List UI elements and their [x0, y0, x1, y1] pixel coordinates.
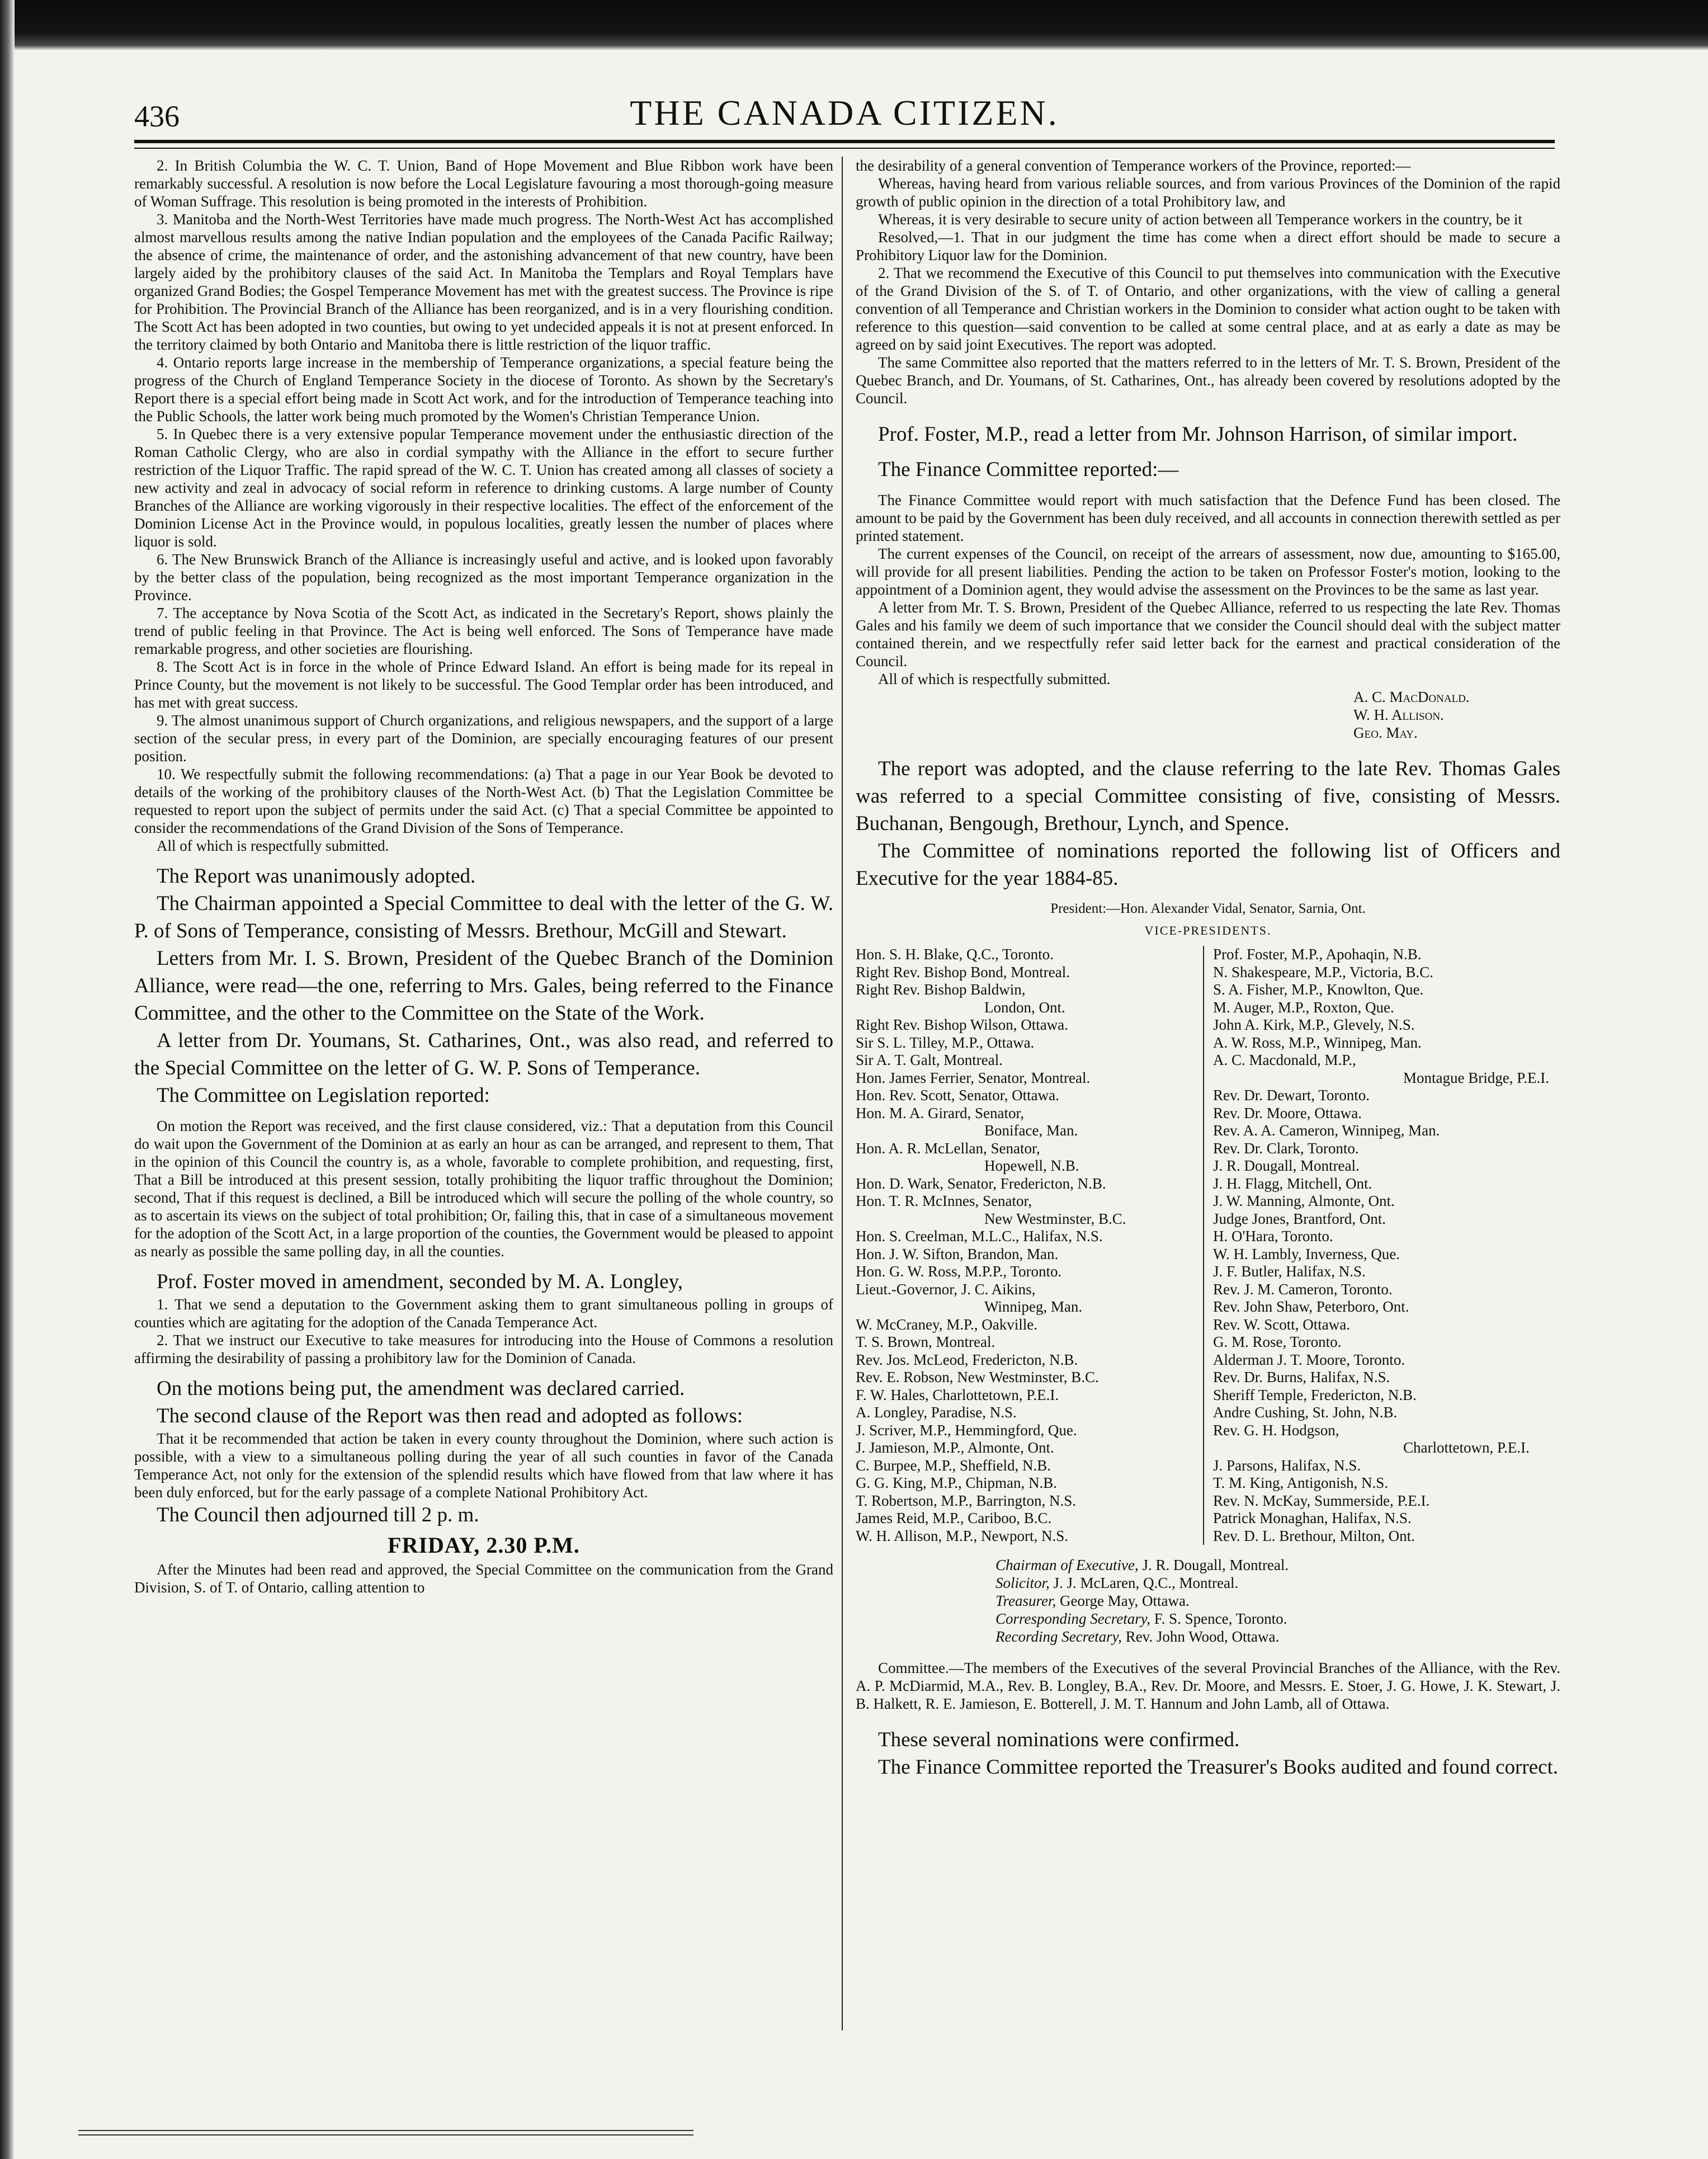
amendment-paragraph: Prof. Foster moved in amendment, seconded by M. A. Longley, — [157, 1270, 683, 1293]
vice-president-entry: A. Longley, Paradise, N.S. — [856, 1404, 1017, 1421]
officer-role: Solicitor, — [995, 1575, 1054, 1591]
vice-president-entry: W. H. Lambly, Inverness, Que. — [1213, 1245, 1400, 1262]
officer-entry — [995, 1592, 1560, 1610]
vice-president-entry: W. H. Allison, M.P., Newport, N.S. — [856, 1527, 1069, 1544]
vice-president-entry: J. F. Butler, Halifax, N.S. — [1213, 1263, 1366, 1280]
youmans-paragraph: A letter from Dr. Youmans, St. Catharines, Ont., was also read, and referred to the Special Committee on the letter of G. W. P. Sons of Temperance. — [134, 1029, 833, 1080]
friday-heading: FRIDAY, 2.30 P.M. — [388, 1533, 580, 1558]
vice-president-entry: Rev. D. L. Brethour, Milton, Ont. — [1213, 1527, 1415, 1544]
signature-allison: W. H. Allison. — [1353, 706, 1444, 723]
vice-president-entry: S. A. Fisher, M.P., Knowlton, Que. — [1213, 981, 1424, 998]
report-item-2: 2. In British Columbia the W. C. T. Union, Band of Hope Movement and Blue Ribbon work have been remarkably successful. A resolution is now before the Local Legislature favouring a most thorough-going measure of Woman Suffrage. This resolution is being promoted in the interests of Prohibition. — [134, 157, 833, 210]
signature-macdonald: A. C. MacDonald. — [1353, 689, 1470, 705]
vice-president-entry: Rev. J. M. Cameron, Toronto. — [1213, 1280, 1393, 1298]
vice-president-entry: J. Parsons, Halifax, N.S. — [1213, 1456, 1361, 1474]
scan-bottom-rules — [78, 2130, 693, 2136]
vice-president-entry: Rev. Dr. Burns, Halifax, N.S. — [1213, 1369, 1390, 1385]
vice-president-entry: Hon. T. R. McInnes, Senator, — [856, 1192, 1032, 1209]
amendment-item-2: 2. That we instruct our Executive to take measures for introducing into the House of Commons a resolution affirming the desirability of passing a prohibitory law for the Dominion of Canada. — [134, 1332, 833, 1366]
vice-president-entry: T. S. Brown, Montreal. — [856, 1333, 995, 1350]
vice-presidents-left — [856, 946, 1203, 1545]
vice-presidents-heading: VICE-PRESIDENTS. — [1144, 923, 1272, 937]
officer-name: George May, Ottawa. — [1060, 1592, 1190, 1609]
amendment-item-1: 1. That we send a deputation to the Government asking them to grant simultaneous polling in groups of counties which are agitating for the adoption of the Canada Temperance Act. — [134, 1296, 833, 1331]
adjourned-paragraph: The Council then adjourned till 2 p. m. — [157, 1503, 479, 1526]
vice-president-entry: T. M. King, Antigonish, N.S. — [1213, 1474, 1389, 1491]
committee-paragraph: Committee.—The members of the Executives of the several Provincial Branches of the Alliance, with the Rev. A. P. McDiarmid, M.A., Rev. B. Longley, B.A., Rev. Dr. Moore, and Messrs. E. Stoer, J. G. Howe, J. K. Stewart, J. B. Halkett, R. E. Jamieson, E. Botterell, J. M. T. Hannum and John Lamb, all of Ottawa. — [856, 1660, 1560, 1712]
report-adopted-gales: The report was adopted, and the clause referring to the late Rev. Thomas Gales was referred to a special Committee consisting of five, consisting of Messrs. Buchanan, Bengough, Brethour, Lynch, and Spence. — [856, 757, 1560, 835]
officer-role: Treasurer, — [995, 1592, 1060, 1609]
audited-paragraph: The Finance Committee reported the Treasurer's Books audited and found correct. — [878, 1756, 1559, 1779]
officer-role: Recording Secretary, — [995, 1628, 1126, 1645]
vice-president-entry: Hon. James Ferrier, Senator, Montreal. — [856, 1069, 1091, 1086]
vice-president-entry: J. Scriver, M.P., Hemmingford, Que. — [856, 1421, 1077, 1439]
vice-president-entry: Hon. D. Wark, Senator, Fredericton, N.B. — [856, 1175, 1106, 1192]
vice-president-entry: Hon. S. H. Blake, Q.C., Toronto. — [856, 946, 1054, 963]
whereas-1: Whereas, having heard from various reliable sources, and from various Provinces of the Dominion of the rapid growth of public opinion in the direction of a total Prohibitory law, and — [856, 175, 1560, 210]
letters-paragraph: Letters from Mr. I. S. Brown, President of the Quebec Branch of the Dominion Alliance, were read—the one, referring to Mrs. Gales, being referred to the Finance Committee, and the other to the Committee on the State of the Work. — [134, 947, 833, 1025]
resolved-2: 2. That we recommend the Executive of this Council to put themselves into communication with the Executive of the Grand Division of the S. of T. of Ontario, and other organizations, with the view of calling a general convention of all Temperance and Christian workers in the Dominion to consider what action ought to be taken with reference to this question—said convention to be called at some central place, and at as early a date as may be agreed on by said joint Executives. The report was adopted. — [856, 265, 1560, 353]
column-divider — [842, 157, 843, 2030]
report-adopted: The Report was unanimously adopted. — [157, 865, 476, 888]
vice-president-entry: Rev. Dr. Moore, Ottawa. — [1213, 1104, 1362, 1121]
vice-president-entry: New Westminster, B.C. — [984, 1210, 1126, 1227]
vice-president-entry: Judge Jones, Brantford, Ont. — [1213, 1210, 1386, 1227]
vice-president-entry: J. R. Dougall, Montreal. — [1213, 1157, 1360, 1174]
report-item-3: 3. Manitoba and the North-West Territories have made much progress. The North-West Act has accomplished almost marvellous results among the native Indian population and the employees of the Canada Pacific Railway; the absence of crime, the maintenance of order, and the astonishing advancement of that new country, have been largely aided by the prohibitory clauses of the said Act. In Manitoba the Templars and Royal Templars have organized Grand Bodies; the Gospel Temperance Movement has met with the greatest success. The Province is ripe for Prohibition. The Provincial Branch of the Alliance has been reorganized, and is in a very flourishing condition. The Scott Act has been adopted in two counties, but owing to yet undecided appeals it is not at present enforced. In the territory claimed by both Ontario and Manitoba there is little restriction of the liquor traffic. — [134, 211, 833, 353]
vice-president-entry: G. M. Rose, Toronto. — [1213, 1333, 1342, 1350]
vice-president-entry: H. O'Hara, Toronto. — [1213, 1228, 1333, 1245]
confirmed-paragraph: These several nominations were confirmed. — [878, 1728, 1240, 1751]
report-item-4: 4. Ontario reports large increase in the membership of Temperance organizations, a special feature being the progress of the Church of England Temperance Society in the diocese of Toronto. As shown by the Secretary's Report there is a special effort being made in Scott Act work, and for the introduction of Temperance teaching into the Public Schools, the latter work being much promoted by the Women's Christian Temperance Union. — [134, 354, 833, 425]
vice-president-entry: Rev. John Shaw, Peterboro, Ont. — [1213, 1298, 1409, 1315]
vice-president-entry: Right Rev. Bishop Wilson, Ottawa. — [856, 1016, 1068, 1033]
vice-president-entry: M. Auger, M.P., Roxton, Que. — [1213, 998, 1394, 1016]
officer-role: Corresponding Secretary, — [995, 1610, 1154, 1627]
vice-president-entry: Rev. E. Robson, New Westminster, B.C. — [856, 1369, 1099, 1385]
motion-paragraph: On motion the Report was received, and the first clause considered, viz.: That a deputation from this Council do wait upon the Government of the Dominion at as early an hour as can be arranged, and represent to them, That in the opinion of this Council the country is, as a whole, favorable to complete prohibition, and requesting, first, That a Bill be introduced at this present session, totally prohibiting the liquor traffic throughout the Dominion; second, That if this request is declined, a Bill be introduced which will secure the polling of the whole country, so as to ascertain its views on the subject of total prohibition; Or, failing this, that in case of a simultaneous movement for the adoption of the Scott Act, in a large proportion of the counties, the Government would be pleased to appoint as nearly as possible the same polling day, in all the counties. — [134, 1118, 833, 1260]
vice-president-entry: Hon. J. W. Sifton, Brandon, Man. — [856, 1245, 1059, 1262]
officers-list — [856, 1556, 1560, 1646]
vice-president-entry: Rev. Dr. Clark, Toronto. — [1213, 1139, 1359, 1157]
vice-president-entry: Sheriff Temple, Fredericton, N.B. — [1213, 1386, 1417, 1403]
finance-submitted: All of which is respectfully submitted. — [878, 671, 1111, 687]
president-line: President:—Hon. Alexander Vidal, Senator, Sarnia, Ont. — [1050, 901, 1366, 916]
vice-president-entry: James Reid, M.P., Cariboo, B.C. — [856, 1510, 1052, 1526]
vice-president-entry: Sir A. T. Galt, Montreal. — [856, 1052, 1003, 1068]
scan-top-band — [0, 0, 1708, 50]
scan-left-edge — [0, 0, 15, 2159]
finance-item-3: A letter from Mr. T. S. Brown, President of the Quebec Alliance, referred to us respecting the late Rev. Thomas Gales and his family we deem of such importance that we consider the Council should deal with the subject matter contained therein, and we respectfully refer said letter back for the earnest and practical consideration of the Council. — [856, 599, 1560, 670]
vice-president-entry: N. Shakespeare, M.P., Victoria, B.C. — [1213, 963, 1433, 980]
carried-paragraph: On the motions being put, the amendment was declared carried. — [157, 1377, 685, 1400]
vice-president-entry: J. H. Flagg, Mitchell, Ont. — [1213, 1175, 1372, 1192]
vice-president-entry: Alderman J. T. Moore, Toronto. — [1213, 1351, 1405, 1368]
vice-president-entry: Right Rev. Bishop Baldwin, — [856, 981, 1026, 998]
vice-president-entry: Sir S. L. Tilley, M.P., Ottawa. — [856, 1034, 1035, 1051]
vice-president-entry: London, Ont. — [984, 998, 1065, 1016]
after-minutes-paragraph: After the Minutes had been read and approved, the Special Committee on the communication from the Grand Division, S. of T. of Ontario, calling attention to — [134, 1561, 833, 1596]
vice-president-entry: Boniface, Man. — [984, 1122, 1078, 1139]
whereas-2: Whereas, it is very desirable to secure unity of action between all Temperance workers in the country, be it — [878, 211, 1522, 228]
vice-president-entry: T. Robertson, M.P., Barrington, N.S. — [856, 1492, 1077, 1509]
vice-president-entry: J. Jamieson, M.P., Almonte, Ont. — [856, 1439, 1054, 1456]
signature-may: Geo. May. — [1353, 724, 1418, 741]
legislation-heading: The Committee on Legislation reported: — [157, 1084, 490, 1107]
vice-president-entry: Prof. Foster, M.P., Apohaqin, N.B. — [1213, 946, 1422, 963]
vice-president-entry: Winnipeg, Man. — [984, 1298, 1083, 1315]
officer-entry — [995, 1556, 1560, 1574]
vice-president-entry: C. Burpee, M.P., Sheffield, N.B. — [856, 1456, 1051, 1474]
report-item-9: 9. The almost unanimous support of Church organizations, and religious newspapers, and the support of a large section of the secular press, in every part of the Dominion, are specially encouraging features of our present position. — [134, 712, 833, 765]
vice-president-entry: Hopewell, N.B. — [984, 1157, 1079, 1174]
vice-president-entry: Hon. A. R. McLellan, Senator, — [856, 1139, 1040, 1157]
vice-president-entry: Rev. A. A. Cameron, Winnipeg, Man. — [1213, 1122, 1440, 1139]
nominations-paragraph: The Committee of nominations reported the following list of Officers and Executive for the year 1884-85. — [856, 840, 1560, 890]
foster-letter-paragraph: Prof. Foster, M.P., read a letter from Mr. Johnson Harrison, of similar import. — [878, 423, 1518, 446]
officer-name: Rev. John Wood, Ottawa. — [1125, 1628, 1280, 1645]
vice-president-entry: A. C. Macdonald, M.P., — [1213, 1052, 1356, 1068]
vice-president-entry: Hon. Rev. Scott, Senator, Ottawa. — [856, 1087, 1059, 1104]
vice-president-entry: Patrick Monaghan, Halifax, N.S. — [1213, 1510, 1412, 1526]
vice-president-entry: Right Rev. Bishop Bond, Montreal. — [856, 963, 1070, 980]
report-item-6: 6. The New Brunswick Branch of the Alliance is increasingly useful and active, and is looked upon favorably by the better class of the population, being recognized as the most important Temperance organization in the Province. — [134, 551, 833, 604]
header-rule-thin — [134, 148, 1555, 149]
officer-name: F. S. Spence, Toronto. — [1154, 1610, 1287, 1627]
officer-entry — [995, 1574, 1560, 1592]
right-column — [856, 157, 1560, 1781]
submitted-line: All of which is respectfully submitted. — [157, 837, 389, 854]
left-column — [134, 157, 833, 1596]
clause-paragraph: That it be recommended that action be taken in every county throughout the Dominion, where such action is possible, with a view to a simultaneous polling during the year of all such counties in favor of the Canada Temperance Act, not only for the extension of the splendid results which have flowed from that law where it has been duly enforced, but for the early passage of a complete National Prohibitory Act. — [134, 1430, 833, 1501]
vice-president-entry: W. McCraney, M.P., Oakville. — [856, 1316, 1037, 1333]
report-item-10: 10. We respectfully submit the following recommendations: (a) That a page in our Year Book be devoted to details of the working of the prohibitory clauses of the North-West Act. (b) That the Legislation Committee be requested to report upon the subject of permits under the said Act. (c) That a special Committee be appointed to consider the recommendations of the Grand Division of the Sons of Temperance. — [134, 766, 833, 836]
vice-president-entry: F. W. Hales, Charlottetown, P.E.I. — [856, 1386, 1059, 1403]
finance-heading: The Finance Committee reported:— — [878, 458, 1179, 481]
vice-president-entry: Andre Cushing, St. John, N.B. — [1213, 1404, 1398, 1421]
header-rule-thick — [134, 140, 1555, 143]
vice-presidents-list — [856, 946, 1560, 1545]
finance-item-1: The Finance Committee would report with much satisfaction that the Defence Fund has been closed. The amount to be paid by the Government has been duly received, and all accounts in connection therewith settled as per printed statement. — [856, 492, 1560, 544]
page-number: 436 — [134, 100, 180, 133]
vice-president-entry: Hon. G. W. Ross, M.P.P., Toronto. — [856, 1263, 1062, 1280]
officer-name: J. J. McLaren, Q.C., Montreal. — [1053, 1575, 1239, 1591]
same-committee-paragraph: The same Committee also reported that the matters referred to in the letters of Mr. T. S. Brown, President of the Quebec Branch, and Dr. Youmans, of St. Catharines, Ont., has already been covered by resolutions adopted by the Council. — [856, 354, 1560, 407]
report-item-5: 5. In Quebec there is a very extensive popular Temperance movement under the enthusiastic direction of the Roman Catholic Clergy, who are also in cordial sympathy with the Alliance in the effort to secure further restriction of the Liquor Traffic. The rapid spread of the W. C. T. Union has created among all classes of society a new activity and zeal in advocacy of social reform in reference to drinking customs. A large number of County Branches of the Alliance are working vigorously in their respective localities. The effect of the enforcement of the Dominion License Act in the Province would, in populous localities, greatly lessen the number of places where liquor is sold. — [134, 426, 833, 550]
vice-president-entry: Rev. G. H. Hodgson, — [1213, 1421, 1339, 1439]
vice-president-entry: Rev. W. Scott, Ottawa. — [1213, 1316, 1350, 1333]
finance-item-2: The current expenses of the Council, on receipt of the arrears of assessment, now due, amounting to $165.00, will provide for all present liabilities. Pending the action to be taken on Professor Foster's motion, looking to the appointment of a Dominion agent, they would advise the assessment on the Provinces to be the same as last year. — [856, 545, 1560, 598]
vice-president-entry: G. G. King, M.P., Chipman, N.B. — [856, 1474, 1058, 1491]
chairman-paragraph: The Chairman appointed a Special Committee to deal with the letter of the G. W. P. of Sons of Temperance, consisting of Messrs. Brethour, McGill and Stewart. — [134, 892, 833, 942]
vice-president-entry: Hon. S. Creelman, M.L.C., Halifax, N.S. — [856, 1228, 1103, 1245]
vice-president-entry: A. W. Ross, M.P., Winnipeg, Man. — [1213, 1034, 1422, 1051]
page-header — [134, 92, 1555, 143]
vice-president-entry: Hon. M. A. Girard, Senator, — [856, 1104, 1025, 1121]
officer-role: Chairman of Executive, — [995, 1557, 1143, 1573]
report-item-7: 7. The acceptance by Nova Scotia of the Scott Act, as indicated in the Secretary's Report, shows plainly the trend of public feeling in that Province. The Act is being well enforced. The Sons of Temperance have made remarkable progress, and other societies are flourishing. — [134, 605, 833, 657]
vice-president-entry: John A. Kirk, M.P., Glevely, N.S. — [1213, 1016, 1415, 1033]
vice-president-entry: Montague Bridge, P.E.I. — [1403, 1069, 1549, 1086]
vice-president-entry: Charlottetown, P.E.I. — [1403, 1439, 1530, 1456]
masthead-title: THE CANADA CITIZEN. — [630, 93, 1059, 133]
second-clause-paragraph: The second clause of the Report was then read and adopted as follows: — [157, 1404, 743, 1427]
vice-presidents-right — [1203, 946, 1560, 1545]
convention-continuation: the desirability of a general convention of Temperance workers of the Province, reported:— — [856, 157, 1411, 174]
vice-president-entry: Lieut.-Governor, J. C. Aikins, — [856, 1280, 1036, 1298]
officer-name: J. R. Dougall, Montreal. — [1142, 1557, 1289, 1573]
vice-president-entry: J. W. Manning, Almonte, Ont. — [1213, 1192, 1395, 1209]
vice-president-entry: Rev. Dr. Dewart, Toronto. — [1213, 1087, 1370, 1104]
vice-president-entry: Rev. Jos. McLeod, Fredericton, N.B. — [856, 1351, 1078, 1368]
resolved-1: Resolved,—1. That in our judgment the time has come when a direct effort should be made to secure a Prohibitory Liquor law for the Dominion. — [856, 229, 1560, 263]
vice-president-entry: Rev. N. McKay, Summerside, P.E.I. — [1213, 1492, 1430, 1509]
officer-entry — [995, 1628, 1560, 1646]
officer-entry — [995, 1610, 1560, 1628]
report-item-8: 8. The Scott Act is in force in the whole of Prince Edward Island. An effort is being made for its repeal in Prince County, but the movement is not likely to be successful. The Good Templar order has been introduced, and has met with great success. — [134, 658, 833, 711]
